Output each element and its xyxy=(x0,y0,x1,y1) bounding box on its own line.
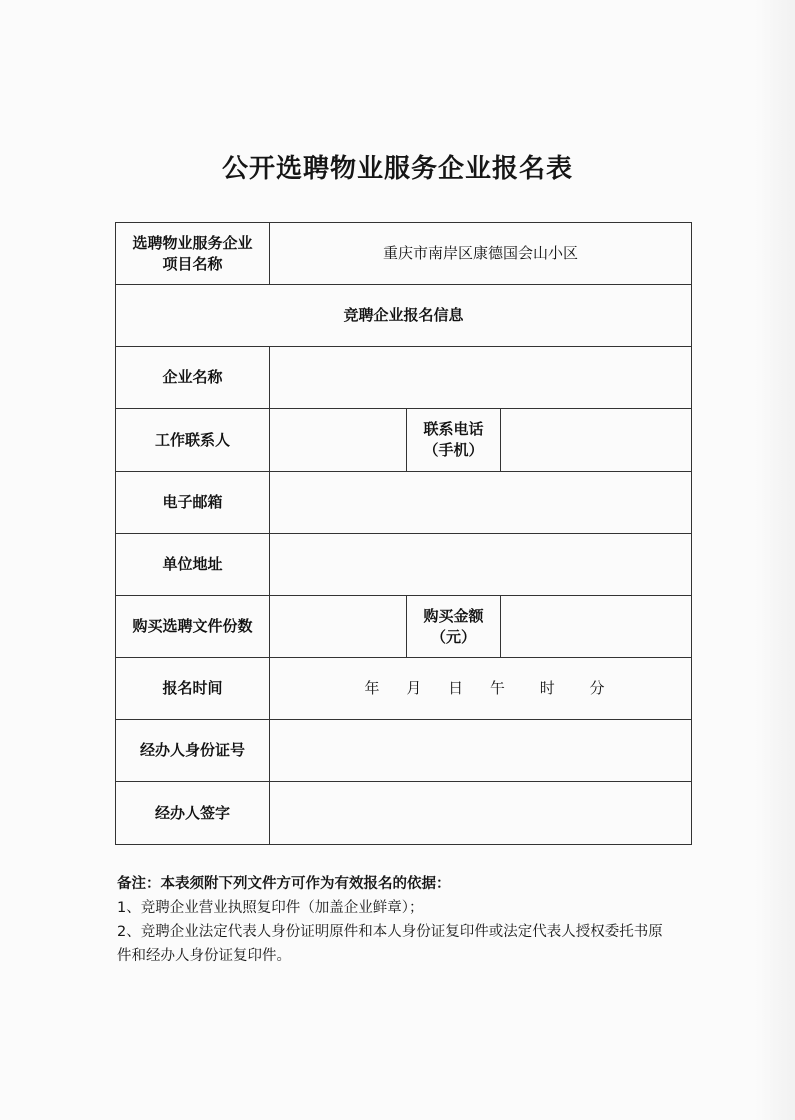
contact-person-label: 工作联系人 xyxy=(116,409,270,472)
row-email xyxy=(116,472,692,534)
project-label-cell xyxy=(116,223,270,285)
doc-count-field[interactable] xyxy=(270,596,407,658)
row-agent-id xyxy=(116,720,692,782)
notes-item-2-line2: 件和经办人身份证复印件。 xyxy=(117,948,291,964)
unit-noon: 午 xyxy=(489,679,505,697)
notes-item-1: 1、竞聘企业营业执照复印件（加盖企业鲜章）； xyxy=(117,900,424,916)
address-label: 单位地址 xyxy=(116,534,270,596)
agent-sign-field[interactable] xyxy=(270,782,692,845)
row-section-header xyxy=(116,285,692,347)
agent-id-label: 经办人身份证号 xyxy=(116,720,270,782)
email-label: 电子邮箱 xyxy=(116,472,270,534)
unit-year: 年 xyxy=(364,679,380,697)
phone-label-cell xyxy=(407,409,501,472)
company-name-label: 企业名称 xyxy=(116,347,270,409)
project-label-line1: 选聘物业服务企业 xyxy=(132,233,253,252)
project-label-line2: 项目名称 xyxy=(162,254,223,273)
email-field[interactable] xyxy=(270,472,692,534)
amount-label-line1: 购买金额 xyxy=(423,606,484,625)
reg-time-label: 报名时间 xyxy=(116,658,270,720)
unit-hour: 时 xyxy=(539,679,555,697)
notes-heading: 备注：本表须附下列文件方可作为有效报名的依据： xyxy=(117,876,451,892)
amount-label-line2: （元） xyxy=(430,627,476,646)
contact-person-field[interactable] xyxy=(270,409,407,472)
phone-field[interactable] xyxy=(501,409,692,472)
section-header: 竞聘企业报名信息 xyxy=(116,285,692,347)
unit-minute: 分 xyxy=(589,679,605,697)
phone-label-line1: 联系电话 xyxy=(423,420,484,438)
unit-month: 月 xyxy=(406,679,422,697)
row-purchase xyxy=(116,596,692,658)
notes-item-2-line1: 2、竞聘企业法定代表人身份证明原件和本人身份证复印件或法定代表人授权委托书原 xyxy=(117,924,663,940)
amount-label-cell xyxy=(407,596,501,658)
row-reg-time xyxy=(116,658,692,720)
row-project xyxy=(116,223,692,285)
doc-count-label: 购买选聘文件份数 xyxy=(116,596,270,658)
amount-field[interactable] xyxy=(501,596,692,658)
phone-label-line2: （手机） xyxy=(423,441,484,459)
row-address xyxy=(116,534,692,596)
address-field[interactable] xyxy=(270,534,692,596)
reg-time-field[interactable] xyxy=(270,658,692,720)
page-title: 公开选聘物业服务企业报名表 xyxy=(221,154,573,184)
registration-form-table xyxy=(115,222,692,845)
agent-id-field[interactable] xyxy=(270,720,692,782)
row-company-name xyxy=(116,347,692,409)
unit-day: 日 xyxy=(448,679,464,697)
row-agent-sign xyxy=(116,782,692,845)
notes-section xyxy=(117,872,697,968)
company-name-field[interactable] xyxy=(270,347,692,409)
row-contact xyxy=(116,409,692,472)
project-value: 重庆市南岸区康德国会山小区 xyxy=(270,223,692,285)
agent-sign-label: 经办人签字 xyxy=(116,782,270,845)
